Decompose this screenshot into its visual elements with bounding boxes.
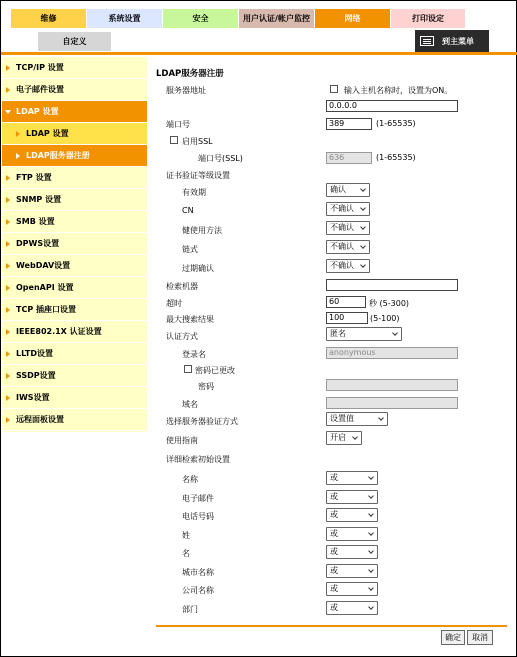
validity-label: 有效期	[182, 188, 206, 197]
sidebar-item[interactable]	[2, 277, 147, 299]
detail-select[interactable]: 或	[326, 527, 378, 541]
chevron-down-icon	[392, 330, 398, 336]
max-results-label: 最大搜索结果	[166, 315, 214, 324]
ssl-label: 启用SSL	[182, 137, 213, 146]
sidebar-item-label: LDAP 设置	[26, 129, 69, 138]
cn-label: CN	[182, 206, 194, 215]
timeout-unit: 秒 (5-300)	[369, 299, 410, 308]
chevron-down-icon	[360, 205, 366, 211]
detail-select[interactable]: 或	[326, 508, 378, 522]
detail-select[interactable]: 或	[326, 471, 378, 485]
sidebar-item[interactable]	[2, 321, 147, 343]
arrow-icon	[6, 329, 10, 335]
select-method-label: 选择服务器验证方式	[166, 417, 238, 426]
detail-section-title: 详细检索初始设置	[166, 455, 230, 464]
detail-select[interactable]: 或	[326, 490, 378, 504]
port-label: 端口号	[166, 120, 190, 129]
sidebar-item[interactable]	[2, 299, 147, 321]
key-usage-select[interactable]: 不确认	[326, 221, 370, 235]
arrow-icon	[6, 197, 10, 203]
server-address-input[interactable]: 0.0.0.0	[326, 100, 458, 112]
main-menu-button[interactable]	[415, 30, 489, 52]
port-input[interactable]: 389	[326, 118, 372, 130]
sidebar-item-label: LLTD设置	[16, 349, 53, 358]
password-label: 密码	[198, 382, 214, 391]
auth-label: 认证方式	[166, 332, 198, 341]
ssl-port-label: 端口号(SSL)	[198, 154, 243, 163]
cert-section-title: 证书验证等级设置	[166, 171, 230, 180]
chevron-down-icon	[368, 474, 374, 480]
main-menu-label: 到主菜单	[442, 36, 474, 46]
arrow-icon	[16, 153, 20, 159]
sidebar-item-label: SNMP 设置	[16, 195, 62, 204]
arrow-icon	[16, 131, 20, 137]
chain-label: 链式	[182, 245, 198, 254]
tab-4[interactable]: 网络	[315, 9, 391, 28]
ssl-checkbox[interactable]	[170, 136, 178, 144]
sidebar-item[interactable]	[2, 123, 147, 145]
sidebar	[2, 57, 147, 432]
detail-label: 电话号码	[182, 512, 214, 521]
sidebar-item-label: OpenAPI 设置	[16, 283, 74, 292]
ok-button[interactable]: 确定	[441, 630, 465, 645]
search-base-label: 检索机器	[166, 282, 198, 291]
cn-select[interactable]: 不确认	[326, 202, 370, 216]
chevron-down-icon	[360, 224, 366, 230]
chevron-down-icon	[368, 530, 374, 536]
sidebar-item[interactable]	[2, 57, 147, 79]
tab-0[interactable]: 维修	[11, 9, 87, 28]
monitor-icon	[420, 36, 434, 46]
cancel-button[interactable]: 取消	[467, 630, 493, 645]
detail-label: 部门	[182, 604, 198, 614]
password-changed-label: 密码已更改	[195, 366, 235, 375]
chevron-down-icon	[368, 511, 374, 517]
tab-5[interactable]: 打印设定	[391, 9, 466, 28]
server-address-label: 服务器地址	[166, 86, 206, 95]
expiry-select[interactable]: 不确认	[326, 259, 370, 273]
detail-label: 城市名称	[182, 567, 214, 577]
password-input[interactable]	[326, 379, 458, 391]
detail-label: 名称	[182, 475, 198, 484]
page-title: LDAP服务器注册	[156, 69, 224, 79]
arrow-icon	[6, 241, 10, 247]
sidebar-item-label: FTP 设置	[16, 173, 52, 182]
arrow-icon	[6, 87, 10, 93]
sidebar-item[interactable]	[2, 211, 147, 233]
arrow-icon	[6, 285, 10, 291]
footer-divider	[156, 625, 507, 627]
sidebar-item[interactable]	[2, 343, 147, 365]
arrow-icon	[6, 175, 10, 181]
tab-3[interactable]: 用户认证/帐户监控	[239, 9, 315, 28]
validity-select[interactable]: 确认	[326, 183, 370, 197]
chevron-down-icon	[368, 493, 374, 499]
max-results-input[interactable]: 100	[326, 312, 368, 324]
arrow-icon	[6, 351, 10, 357]
chevron-down-icon	[368, 585, 374, 591]
sidebar-item-label: IWS设置	[16, 393, 50, 402]
login-input[interactable]: anonymous	[326, 347, 458, 359]
sidebar-item[interactable]	[2, 79, 147, 101]
max-results-range: (5-100)	[370, 314, 400, 323]
tab-1[interactable]: 系统设置	[87, 9, 163, 28]
chevron-down-icon	[368, 548, 374, 554]
chain-select[interactable]: 不确认	[326, 240, 370, 254]
key-usage-label: 健使用方法	[182, 226, 222, 235]
arrow-icon	[6, 417, 10, 423]
chevron-down-icon	[368, 567, 374, 573]
domain-input[interactable]	[326, 397, 458, 409]
arrow-icon	[6, 65, 10, 71]
chevron-down-icon	[360, 243, 366, 249]
timeout-input[interactable]: 60	[326, 296, 366, 308]
password-changed-checkbox[interactable]	[184, 365, 192, 373]
domain-label: 域名	[182, 400, 198, 409]
sidebar-item[interactable]	[2, 145, 147, 167]
sidebar-item-label: IEEE802.1X 认证设置	[16, 327, 102, 336]
detail-label: 姓	[182, 530, 190, 540]
sidebar-item-label: LDAP 设置	[16, 107, 59, 116]
auth-select[interactable]: 匿名	[326, 327, 402, 341]
sidebar-item-label: TCP/IP 设置	[16, 63, 64, 72]
sidebar-item-label: WebDAV设置	[16, 261, 71, 270]
sidebar-item-label: TCP 插座口设置	[16, 305, 76, 314]
arrow-icon	[6, 219, 10, 225]
chevron-down-icon	[360, 186, 366, 192]
sidebar-item-label: 远程面板设置	[16, 415, 64, 424]
sidebar-item[interactable]	[2, 365, 147, 387]
sidebar-item[interactable]	[2, 409, 147, 431]
tab-custom[interactable]: 自定义	[38, 32, 111, 51]
sidebar-item[interactable]	[2, 255, 147, 277]
arrow-icon	[5, 110, 11, 114]
expiry-label: 过期确认	[182, 264, 214, 273]
referral-label: 使用指南	[166, 436, 198, 445]
arrow-icon	[6, 263, 10, 269]
tab-2[interactable]: 安全	[163, 9, 239, 28]
sidebar-item[interactable]	[2, 233, 147, 255]
chevron-down-icon	[360, 262, 366, 268]
arrow-icon	[6, 307, 10, 313]
select-method-select[interactable]: 设置值	[326, 412, 388, 426]
sidebar-item[interactable]	[2, 101, 147, 123]
arrow-icon	[6, 395, 10, 401]
top-tab-bar	[11, 9, 466, 28]
arrow-icon	[6, 373, 10, 379]
detail-select[interactable]: 或	[326, 545, 378, 559]
sidebar-item[interactable]	[2, 167, 147, 189]
search-base-input[interactable]	[326, 279, 458, 291]
sidebar-item[interactable]	[2, 189, 147, 211]
sidebar-item-label: 电子邮件设置	[16, 85, 64, 94]
detail-label: 电子邮件	[182, 493, 214, 503]
login-label: 登录名	[182, 350, 206, 359]
header-divider	[1, 52, 517, 55]
sidebar-item-label: SMB 设置	[16, 217, 55, 226]
sidebar-item[interactable]	[2, 387, 147, 409]
detail-label: 名	[182, 549, 190, 558]
detail-select[interactable]: 或	[326, 564, 378, 578]
ssl-port-input[interactable]: 636	[326, 152, 372, 164]
sidebar-item-label: SSDP设置	[16, 371, 56, 380]
sidebar-item-label: DPWS设置	[16, 239, 60, 248]
hostname-checkbox[interactable]	[330, 85, 338, 93]
chevron-down-icon	[368, 604, 374, 610]
detail-label: 公司名称	[182, 586, 214, 595]
detail-select[interactable]: 或	[326, 582, 378, 596]
sidebar-item-label: LDAP服务器注册	[26, 151, 90, 160]
timeout-label: 超时	[166, 299, 182, 308]
hostname-hint: 输入主机名称时，设置为ON。	[344, 86, 453, 95]
referral-select[interactable]: 开启	[326, 431, 362, 445]
detail-select[interactable]: 或	[326, 601, 378, 615]
chevron-down-icon	[378, 415, 384, 421]
ssl-port-range: (1-65535)	[376, 153, 416, 162]
chevron-down-icon	[352, 434, 358, 440]
port-range: (1-65535)	[376, 119, 416, 128]
